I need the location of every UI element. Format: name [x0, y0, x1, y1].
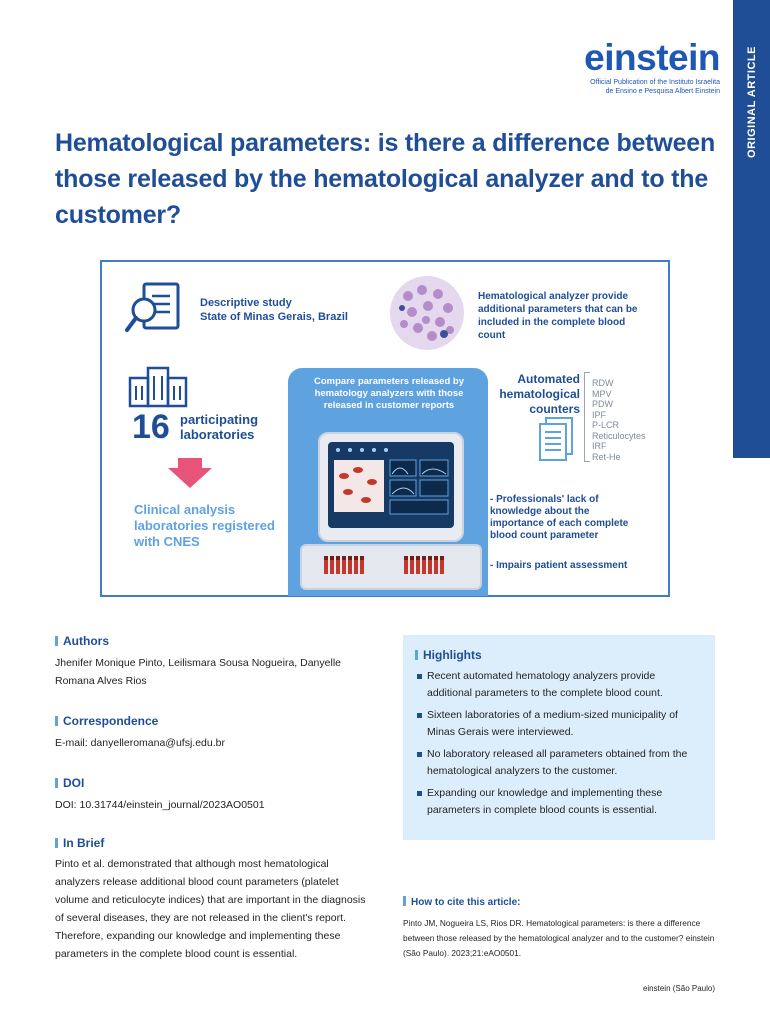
blood-smear-icon: [388, 274, 466, 352]
in-brief-text: Pinto et al. demonstrated that although most hematological analyzers release additional blood count parameters (platelet volume and reticulocyte indices) that are important in the diagnosis of several diseases, they are not released in the client's report. Therefore, expanding our knowledge and implementing these parameters in the complete blood count is essential.: [55, 858, 366, 960]
analyzer-screen: [328, 442, 454, 528]
parameter-brace: [584, 372, 590, 462]
lack-knowledge-text: - Professionals' lack of knowledge about the importance of each complete blood count parameter: [490, 494, 629, 541]
param-item: MPV: [592, 388, 612, 399]
parameter-list: [592, 378, 646, 462]
highlight-item: Expanding our knowledge and implementing these parameters in complete blood counts is essential.: [415, 785, 703, 819]
param-item: RDW: [592, 378, 614, 388]
highlight-item: Recent automated hematology analyzers provide additional parameters to the complete blood count.: [415, 668, 703, 702]
document-search-icon: [124, 280, 186, 342]
param-item: IPF: [592, 409, 607, 420]
param-item: Reticulocytes: [592, 430, 646, 441]
compare-text: Compare parameters released by hematology analyzers with those released in customer reports: [314, 376, 464, 411]
journal-logo: [560, 38, 720, 96]
graphical-abstract: [100, 260, 670, 597]
authors-heading: Authors: [55, 634, 375, 648]
arrow-down-icon: [168, 458, 212, 488]
study-location: State of Minas Gerais, Brazil: [200, 311, 348, 323]
logo-wordmark: einstein: [584, 37, 720, 78]
report-list-icon: [538, 416, 574, 462]
analyzer-monitor: [318, 432, 464, 542]
sample-tubes-right: [404, 556, 446, 576]
highlight-item: Sixteen laboratories of a medium-sized municipality of Minas Gerais were interviewed.: [415, 707, 703, 741]
cite-heading: How to cite this article:: [403, 896, 715, 908]
left-column: [55, 634, 375, 963]
correspondence-email[interactable]: E-mail: danyelleromana@ufsj.edu.br: [55, 737, 225, 749]
correspondence-heading: Correspondence: [55, 714, 375, 728]
analyzer-text: Hematological analyzer provide additional parameters that can be included in the complete blood count: [478, 291, 638, 341]
article-type-band: [733, 0, 770, 458]
automated-counters-label: Automated hematological counters: [499, 372, 580, 416]
lab-count: 16: [132, 408, 170, 446]
article-type-label: ORIGINAL ARTICLE: [745, 46, 758, 158]
impairs-text: - Impairs patient assessment: [490, 560, 628, 571]
building-icon: [128, 366, 188, 408]
article-title: Hematological parameters: is there a difference between those released by the hematological analyzer and to the customer?: [55, 129, 716, 229]
page-footer: einstein (São Paulo): [642, 984, 715, 993]
param-item: IRF: [592, 441, 607, 451]
param-item: Ret-He: [592, 451, 621, 462]
param-item: P-LCR: [592, 420, 620, 430]
clinical-labs-label: Clinical analysis laboratories registered with CNES: [134, 502, 275, 549]
analyzer-display-icon: [328, 442, 454, 528]
doi-link[interactable]: DOI: 10.31744/einstein_journal/2023AO0501: [55, 799, 265, 811]
study-design: [200, 296, 348, 324]
highlights-box: [403, 635, 715, 840]
in-brief-heading: In Brief: [55, 836, 375, 850]
logo-subtitle-2: de Ensino e Pesquisa Albert Einstein: [605, 88, 720, 95]
doi-heading: DOI: [55, 776, 375, 790]
highlight-item: No laboratory released all parameters obtained from the hematological analyzers to the customer.: [415, 746, 703, 780]
sample-tubes-left: [324, 556, 366, 576]
citation-block: [403, 896, 715, 961]
cite-text: Pinto JM, Nogueira LS, Rios DR. Hematological parameters: is there a difference between those released by the hematological analyzer and to the customer? einstein (São Paulo). 2023;21:eAO0501.: [403, 918, 715, 958]
highlights-heading: Highlights: [415, 648, 703, 662]
study-type: Descriptive study: [200, 297, 292, 309]
participating-label: participating laboratories: [180, 412, 259, 442]
param-item: PDW: [592, 399, 613, 409]
logo-subtitle-1: Official Publication of the Instituto Israelita: [590, 79, 720, 86]
authors-text: Jhenifer Monique Pinto, Leilismara Sousa Nogueira, Danyelle Romana Alves Rios: [55, 657, 341, 687]
